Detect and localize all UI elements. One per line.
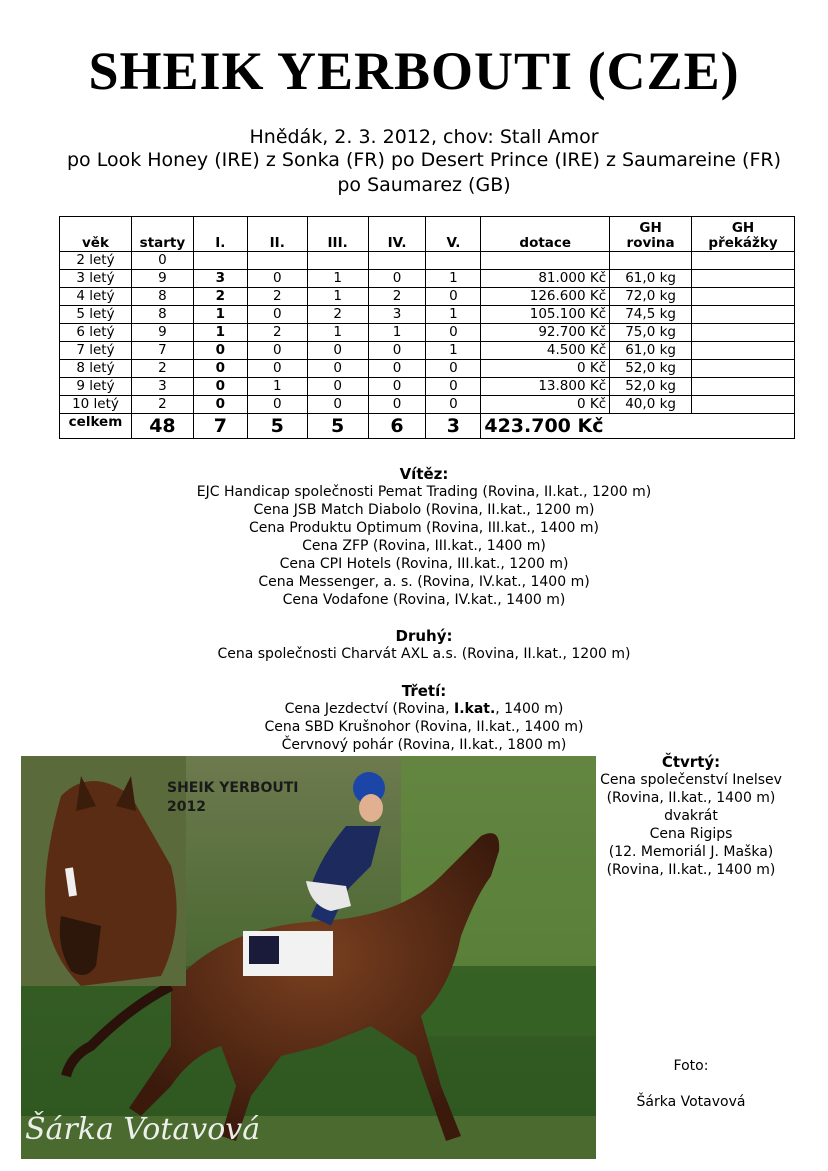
table-row (60, 396, 795, 414)
table-cell: 0 (368, 360, 426, 378)
table-cell (692, 324, 795, 342)
table-cell: 0 (247, 396, 307, 414)
table-row (60, 342, 795, 360)
table-cell: 0 (426, 324, 481, 342)
table-cell: 1 (426, 270, 481, 288)
table-cell: 2 (247, 324, 307, 342)
table-row (60, 324, 795, 342)
table-cell: 0 Kč (481, 396, 610, 414)
info-pedigree-cont: po Saumarez (GB) (337, 174, 511, 196)
table-cell: 105.100 Kč (481, 306, 610, 324)
page-title: SHEIK YERBOUTI (CZE) (88, 41, 740, 101)
table-cell: 1 (193, 324, 247, 342)
table-cell: 4.500 Kč (481, 342, 610, 360)
winner-race: EJC Handicap společnosti Pemat Trading (Rovina, II.kat., 1200 m) (196, 484, 652, 500)
age-cell: 6 letý (60, 324, 132, 342)
table-cell: 0 (131, 252, 193, 270)
fourth-heading: Čtvrtý: (661, 753, 721, 771)
table-cell: 1 (426, 306, 481, 324)
photo-caption-name: SHEIK YERBOUTI (167, 780, 299, 796)
col-header-gh-flat: GH rovina (610, 217, 692, 252)
col-header-third: III. (307, 217, 368, 252)
table-cell: 0 (307, 360, 368, 378)
fourth-line: Cena společenství Inelsev (600, 772, 782, 788)
table-row (60, 378, 795, 396)
col-header-fifth: V. (426, 217, 481, 252)
table-cell (692, 396, 795, 414)
total-fourth: 6 (368, 414, 426, 439)
total-first: 7 (193, 414, 247, 439)
table-cell (368, 252, 426, 270)
table-cell: 1 (307, 288, 368, 306)
third-race: Cena Jezdectví (Rovina, I.kat., 1400 m) (284, 701, 564, 717)
second-heading: Druhý: (395, 627, 453, 645)
table-cell: 126.600 Kč (481, 288, 610, 306)
table-cell: 0 (368, 342, 426, 360)
col-header-starts: starty (131, 217, 193, 252)
table-cell: 0 (426, 396, 481, 414)
total-starts: 48 (131, 414, 193, 439)
third-section (0, 682, 828, 754)
table-cell: 1 (426, 342, 481, 360)
col-header-age: věk (60, 217, 132, 252)
age-cell: 8 letý (60, 360, 132, 378)
table-cell: 0 (368, 396, 426, 414)
col-header-second: II. (247, 217, 307, 252)
table-cell: 13.800 Kč (481, 378, 610, 396)
table-cell: 40,0 kg (610, 396, 692, 414)
winner-section (0, 465, 828, 609)
total-fifth: 3 (426, 414, 481, 439)
info-pedigree: po Look Honey (IRE) z Sonka (FR) po Desert Prince (IRE) z Saumareine (FR) (67, 149, 781, 171)
table-cell (692, 270, 795, 288)
table-cell: 0 (426, 288, 481, 306)
table-total-row (60, 414, 795, 439)
table-cell (692, 288, 795, 306)
table-cell: 8 (131, 288, 193, 306)
fourth-section (596, 753, 786, 879)
table-cell: 0 (247, 306, 307, 324)
col-header-gh-jumps: GH překážky (692, 217, 795, 252)
table-cell: 2 (368, 288, 426, 306)
table-cell: 81.000 Kč (481, 270, 610, 288)
table-cell: 72,0 kg (610, 288, 692, 306)
table-cell: 0 (193, 360, 247, 378)
table-cell: 2 (307, 306, 368, 324)
total-label: celkem (60, 414, 132, 439)
table-cell: 8 (131, 306, 193, 324)
table-cell: 92.700 Kč (481, 324, 610, 342)
winner-heading: Vítěz: (399, 465, 449, 483)
table-cell (426, 252, 481, 270)
table-row (60, 288, 795, 306)
table-cell: 2 (131, 360, 193, 378)
table-cell: 0 (247, 270, 307, 288)
table-cell: 0 (307, 396, 368, 414)
total-third: 5 (307, 414, 368, 439)
winner-race: Cena CPI Hotels (Rovina, III.kat., 1200 m) (279, 556, 569, 572)
table-cell: 0 (368, 378, 426, 396)
second-section (0, 627, 828, 663)
table-cell: 52,0 kg (610, 360, 692, 378)
photo-caption-year: 2012 (167, 799, 206, 815)
age-cell: 5 letý (60, 306, 132, 324)
table-cell: 0 (193, 342, 247, 360)
age-cell: 7 letý (60, 342, 132, 360)
table-cell: 52,0 kg (610, 378, 692, 396)
table-cell: 0 (426, 360, 481, 378)
third-race: Červnový pohár (Rovina, II.kat., 1800 m) (281, 737, 567, 753)
table-row (60, 360, 795, 378)
table-header-row (60, 217, 795, 252)
table-cell (193, 252, 247, 270)
age-cell: 4 letý (60, 288, 132, 306)
winner-race: Cena JSB Match Diabolo (Rovina, II.kat., 1200 m) (253, 502, 595, 518)
total-prize: 423.700 Kč (481, 414, 795, 439)
fourth-line: Cena Rigips (649, 826, 733, 842)
table-cell: 75,0 kg (610, 324, 692, 342)
third-race: Cena SBD Krušnohor (Rovina, II.kat., 1400 m) (264, 719, 584, 735)
table-cell: 0 Kč (481, 360, 610, 378)
table-cell: 0 (193, 378, 247, 396)
photo-credit-name: Šárka Votavová (636, 1094, 746, 1110)
table-cell: 0 (368, 270, 426, 288)
table-cell: 1 (307, 324, 368, 342)
table-cell (692, 252, 795, 270)
col-header-first: I. (193, 217, 247, 252)
fourth-line: (Rovina, II.kat., 1400 m) (606, 790, 776, 806)
table-cell: 1 (193, 306, 247, 324)
career-stats-table (59, 216, 795, 439)
third-heading: Třetí: (401, 682, 447, 700)
table-cell: 9 (131, 270, 193, 288)
age-cell: 3 letý (60, 270, 132, 288)
winner-race: Cena Messenger, a. s. (Rovina, IV.kat., 1400 m) (258, 574, 590, 590)
info-color-date-breeder: Hnědák, 2. 3. 2012, chov: Stall Amor (249, 126, 599, 148)
table-cell: 0 (247, 342, 307, 360)
fourth-line: (Rovina, II.kat., 1400 m) (606, 862, 776, 878)
col-header-fourth: IV. (368, 217, 426, 252)
table-cell (692, 360, 795, 378)
table-cell: 3 (368, 306, 426, 324)
age-cell: 10 letý (60, 396, 132, 414)
table-cell: 1 (368, 324, 426, 342)
horse-photo (21, 756, 596, 1159)
table-cell: 3 (193, 270, 247, 288)
fourth-line: (12. Memoriál J. Maška) (608, 844, 774, 860)
table-cell (481, 252, 610, 270)
table-cell (692, 342, 795, 360)
table-cell: 0 (193, 396, 247, 414)
table-cell (307, 252, 368, 270)
table-row (60, 252, 795, 270)
table-cell: 1 (247, 378, 307, 396)
table-cell: 61,0 kg (610, 270, 692, 288)
col-header-prize: dotace (481, 217, 610, 252)
total-second: 5 (247, 414, 307, 439)
table-cell: 2 (131, 396, 193, 414)
table-cell: 0 (307, 378, 368, 396)
winner-race: Cena Produktu Optimum (Rovina, III.kat., 1400 m) (248, 520, 599, 536)
table-cell: 3 (131, 378, 193, 396)
second-race: Cena společnosti Charvát AXL a.s. (Rovina, II.kat., 1200 m) (217, 646, 631, 662)
table-cell (692, 306, 795, 324)
fourth-line: dvakrát (664, 808, 718, 824)
table-cell (247, 252, 307, 270)
table-cell: 61,0 kg (610, 342, 692, 360)
table-row (60, 306, 795, 324)
table-cell: 1 (307, 270, 368, 288)
photo-credit-label: Foto: (673, 1058, 709, 1074)
table-cell: 74,5 kg (610, 306, 692, 324)
table-cell: 0 (247, 360, 307, 378)
winner-race: Cena Vodafone (Rovina, IV.kat., 1400 m) (282, 592, 566, 608)
table-cell: 0 (426, 378, 481, 396)
table-cell (692, 378, 795, 396)
table-row (60, 270, 795, 288)
table-cell (610, 252, 692, 270)
winner-race: Cena ZFP (Rovina, III.kat., 1400 m) (302, 538, 546, 554)
age-cell: 2 letý (60, 252, 132, 270)
table-cell: 7 (131, 342, 193, 360)
table-cell: 0 (307, 342, 368, 360)
table-cell: 2 (193, 288, 247, 306)
table-cell: 2 (247, 288, 307, 306)
table-cell: 9 (131, 324, 193, 342)
photo-signature: Šárka Votavová (25, 1112, 261, 1147)
age-cell: 9 letý (60, 378, 132, 396)
